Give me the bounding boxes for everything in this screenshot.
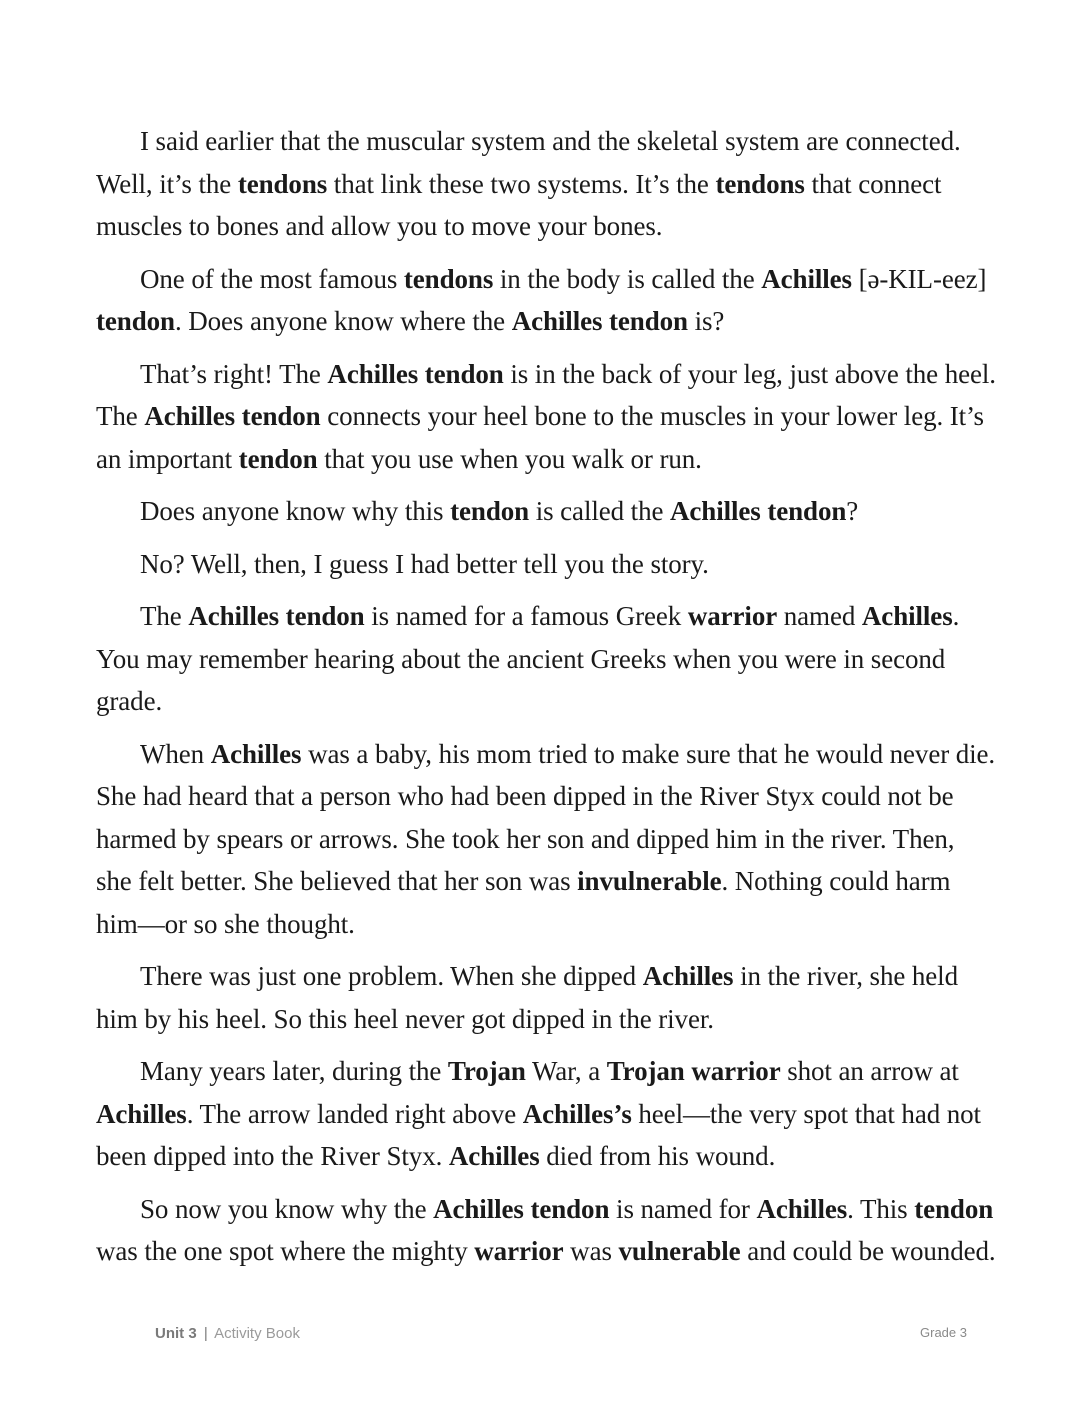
paragraph-text: The [140,601,189,631]
vocab-term: tendons [715,168,805,199]
paragraph [96,595,996,723]
paragraph [96,353,996,481]
paragraph-text: Does anyone know why this [140,496,451,526]
paragraph-text: was [563,1236,619,1266]
paragraph-text: One of the most famous [140,263,404,294]
paragraph-text: is in the back of your leg, just above the heel. The [96,358,996,431]
paragraph-text: There was just one problem. When she dipped [140,961,643,991]
paragraph-text: in the body is called the [493,263,762,294]
paragraph-text: died from his wound. [539,1141,776,1171]
footer-unit: Unit 3 [155,1325,197,1342]
vocab-term: Trojan [447,1056,526,1086]
paragraph-text: [ə-KIL-eez] [851,263,987,294]
vocab-term: invulnerable [577,866,722,896]
paragraph-text: is? [687,306,725,336]
paragraph-text: shot an arrow at [780,1056,959,1086]
footer-separator: | [203,1325,208,1342]
paragraph-text: War, a [525,1056,607,1086]
paragraph [96,955,996,1040]
vocab-term: Trojan warrior [606,1056,781,1086]
paragraph-text: is named for a famous Greek [364,601,688,631]
paragraph-text: When [140,738,211,769]
paragraph-text: and could be wounded. [740,1236,996,1266]
footer-book-title: Activity Book [214,1325,300,1342]
page-body [96,120,996,1283]
vocab-term: Achilles [448,1141,540,1171]
paragraph-text: . Does anyone know where the [174,306,512,336]
paragraph [96,543,996,586]
paragraph-text: ? [846,496,859,526]
paragraph-text: heel—the very spot that had not been dipped into the River Styx. [96,1098,981,1171]
paragraph [96,120,996,248]
paragraph-text: named [777,601,862,631]
paragraph [96,733,996,946]
vocab-term: Achilles tendon [433,1193,610,1224]
vocab-term: Achilles tendon [327,358,504,389]
paragraph-text: Many years later, during the [140,1056,448,1086]
paragraph-text: . Nothing could harm him—or so she thought. [96,866,951,939]
paragraph-text: was the one spot where the mighty [96,1236,475,1266]
vocab-term: Achilles [761,263,852,294]
paragraph-text: I said earlier that the muscular system and the skeletal system are connected. Well, it’s the [96,126,961,199]
paragraph-text: . The arrow landed right above [186,1098,523,1129]
vocab-term: Achilles tendon [188,601,365,631]
footer-grade: Grade 3 [920,1325,967,1340]
vocab-term: Achilles tendon [144,401,321,431]
paragraph [96,258,996,343]
vocab-term: Achilles’s [522,1098,632,1129]
paragraph-text: that you use when you walk or run. [317,443,702,474]
vocab-term: tendon [238,443,318,474]
paragraph-text: No? Well, then, I guess I had better tell you the story. [140,548,709,579]
paragraph-text: . This [847,1193,915,1224]
paragraph-text: is called the [529,496,671,526]
vocab-term: warrior [687,601,778,631]
paragraph-text: is named for [609,1193,757,1224]
paragraph [96,1188,996,1273]
vocab-term: tendons [403,263,494,294]
page-footer [155,1325,967,1345]
vocab-term: Achilles [642,961,734,991]
vocab-term: Achilles tendon [670,496,847,526]
paragraph-text: That’s right! The [140,358,328,389]
vocab-term: Achilles [210,738,302,769]
paragraph-text: that connect muscles to bones and allow you to move your bones. [96,168,942,241]
vocab-term: Achilles [756,1193,848,1224]
vocab-term: tendon [450,496,530,526]
vocab-term: tendons [237,168,328,199]
paragraph-text: was a baby, his mom tried to make sure that he would never die. She had heard that a person who had been dipped in the River Styx could not be harmed by spears or arrows. She took her son and dipped him in the river. Then, she felt better. She believed that her son was [96,738,996,896]
paragraph-text: that link these two systems. It’s the [327,168,716,199]
paragraph-text: So now you know why the [140,1193,434,1224]
vocab-term: warrior [474,1236,564,1266]
paragraph [96,490,996,533]
paragraph [96,1050,996,1178]
vocab-term: Achilles tendon [511,306,688,336]
footer-book-info [155,1325,300,1342]
paragraph-text: in the river, she held him by his heel. So this heel never got dipped in the river. [96,961,958,1034]
vocab-term: vulnerable [618,1236,741,1266]
paragraph-text: . You may remember hearing about the ancient Greeks when you were in second grade. [96,601,960,716]
vocab-term: tendon [914,1193,994,1224]
vocab-term: tendon [96,306,175,336]
vocab-term: Achilles [96,1098,187,1129]
paragraph-text: connects your heel bone to the muscles in your lower leg. It’s an important [96,401,984,474]
vocab-term: Achilles [861,601,953,631]
